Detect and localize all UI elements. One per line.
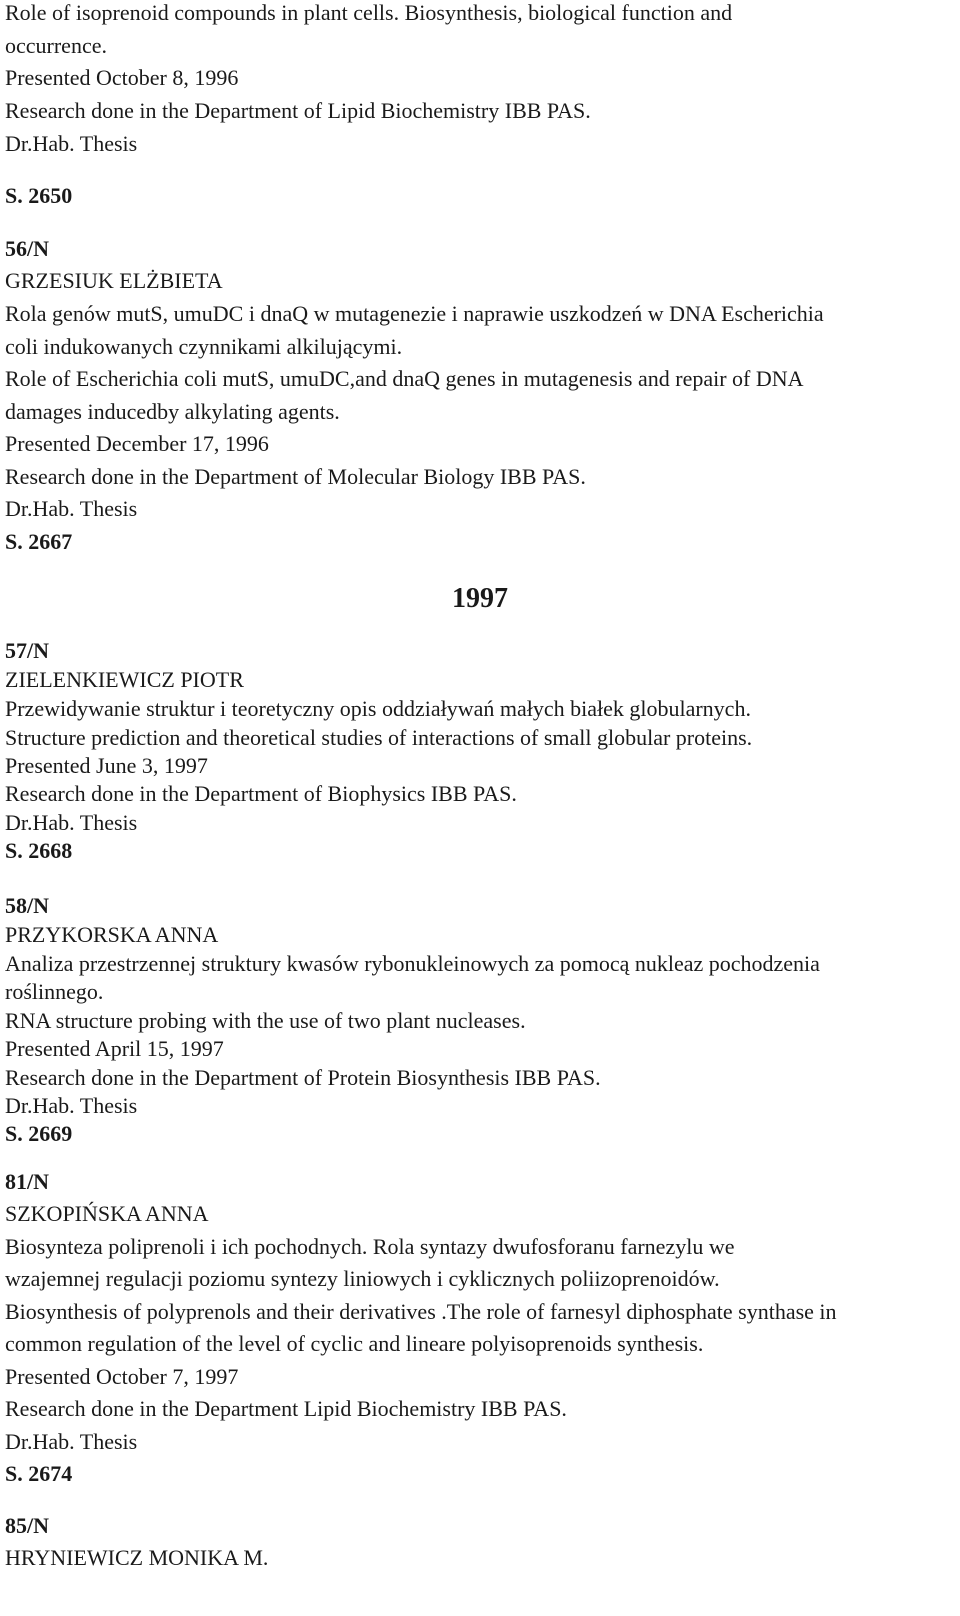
entry-number: 85/N <box>5 1513 49 1538</box>
text-line: Structure prediction and theoretical studies of interactions of small globular proteins. <box>5 725 753 750</box>
text-line: Dr.Hab. Thesis <box>5 496 138 521</box>
entry-number: 56/N <box>5 236 49 261</box>
text-line: common regulation of the level of cyclic and lineare polyisoprenoids synthesis. <box>5 1331 704 1356</box>
shelf-number: S. 2674 <box>5 1461 73 1486</box>
text-line: Role of isoprenoid compounds in plant cells. Biosynthesis, biological function and <box>5 0 733 25</box>
text-line: Dr.Hab. Thesis <box>5 1429 138 1454</box>
year-heading: 1997 <box>452 583 508 614</box>
text-line: Presented June 3, 1997 <box>5 753 208 778</box>
text-line: damages inducedby alkylating agents. <box>5 399 340 424</box>
text-line: Research done in the Department of Protein Biosynthesis IBB PAS. <box>5 1065 601 1090</box>
text-line: wzajemnej regulacji poziomu syntezy liniowych i cyklicznych poliizoprenoidów. <box>5 1266 720 1291</box>
text-line: Presented October 7, 1997 <box>5 1364 239 1389</box>
author-name: HRYNIEWICZ MONIKA M. <box>5 1545 269 1570</box>
shelf-number: S. 2650 <box>5 183 73 208</box>
text-line: Presented October 8, 1996 <box>5 65 239 90</box>
author-name: PRZYKORSKA ANNA <box>5 922 219 947</box>
text-line: roślinnego. <box>5 979 104 1004</box>
text-line: Rola genów mutS, umuDC i dnaQ w mutagenezie i naprawie uszkodzeń w DNA Escherichia <box>5 301 824 326</box>
entry-number: 57/N <box>5 638 49 663</box>
text-line: Research done in the Department of Biophysics IBB PAS. <box>5 781 517 806</box>
shelf-number: S. 2669 <box>5 1121 73 1146</box>
text-line: occurrence. <box>5 33 107 58</box>
author-name: SZKOPIŃSKA ANNA <box>5 1201 209 1226</box>
text-line: coli indukowanych czynnikami alkilującymi. <box>5 334 403 359</box>
entry-number: 81/N <box>5 1169 49 1194</box>
text-line: Presented December 17, 1996 <box>5 431 269 456</box>
text-line: Dr.Hab. Thesis <box>5 1093 138 1118</box>
author-name: GRZESIUK ELŻBIETA <box>5 268 223 293</box>
author-name: ZIELENKIEWICZ PIOTR <box>5 667 244 692</box>
text-line: Research done in the Department Lipid Biochemistry IBB PAS. <box>5 1396 567 1421</box>
text-line: Research done in the Department of Molecular Biology IBB PAS. <box>5 464 586 489</box>
shelf-number: S. 2668 <box>5 838 73 863</box>
text-line: Presented April 15, 1997 <box>5 1036 224 1061</box>
text-line: Biosynthesis of polyprenols and their derivatives .The role of farnesyl diphosphate synthase in <box>5 1299 837 1324</box>
text-line: Research done in the Department of Lipid Biochemistry IBB PAS. <box>5 98 591 123</box>
text-line: Dr.Hab. Thesis <box>5 810 138 835</box>
text-line: Dr.Hab. Thesis <box>5 131 138 156</box>
text-line: Role of Escherichia coli mutS, umuDC,and dnaQ genes in mutagenesis and repair of DNA <box>5 366 804 391</box>
text-line: Przewidywanie struktur i teoretyczny opis oddziaływań małych białek globularnych. <box>5 696 751 721</box>
text-line: Analiza przestrzennej struktury kwasów rybonukleinowych za pomocą nukleaz pochodzenia <box>5 951 820 976</box>
text-line: RNA structure probing with the use of two plant nucleases. <box>5 1008 526 1033</box>
entry-number: 58/N <box>5 893 49 918</box>
text-line: Biosynteza poliprenoli i ich pochodnych. Rola syntazy dwufosforanu farnezylu we <box>5 1234 735 1259</box>
shelf-number: S. 2667 <box>5 529 73 554</box>
